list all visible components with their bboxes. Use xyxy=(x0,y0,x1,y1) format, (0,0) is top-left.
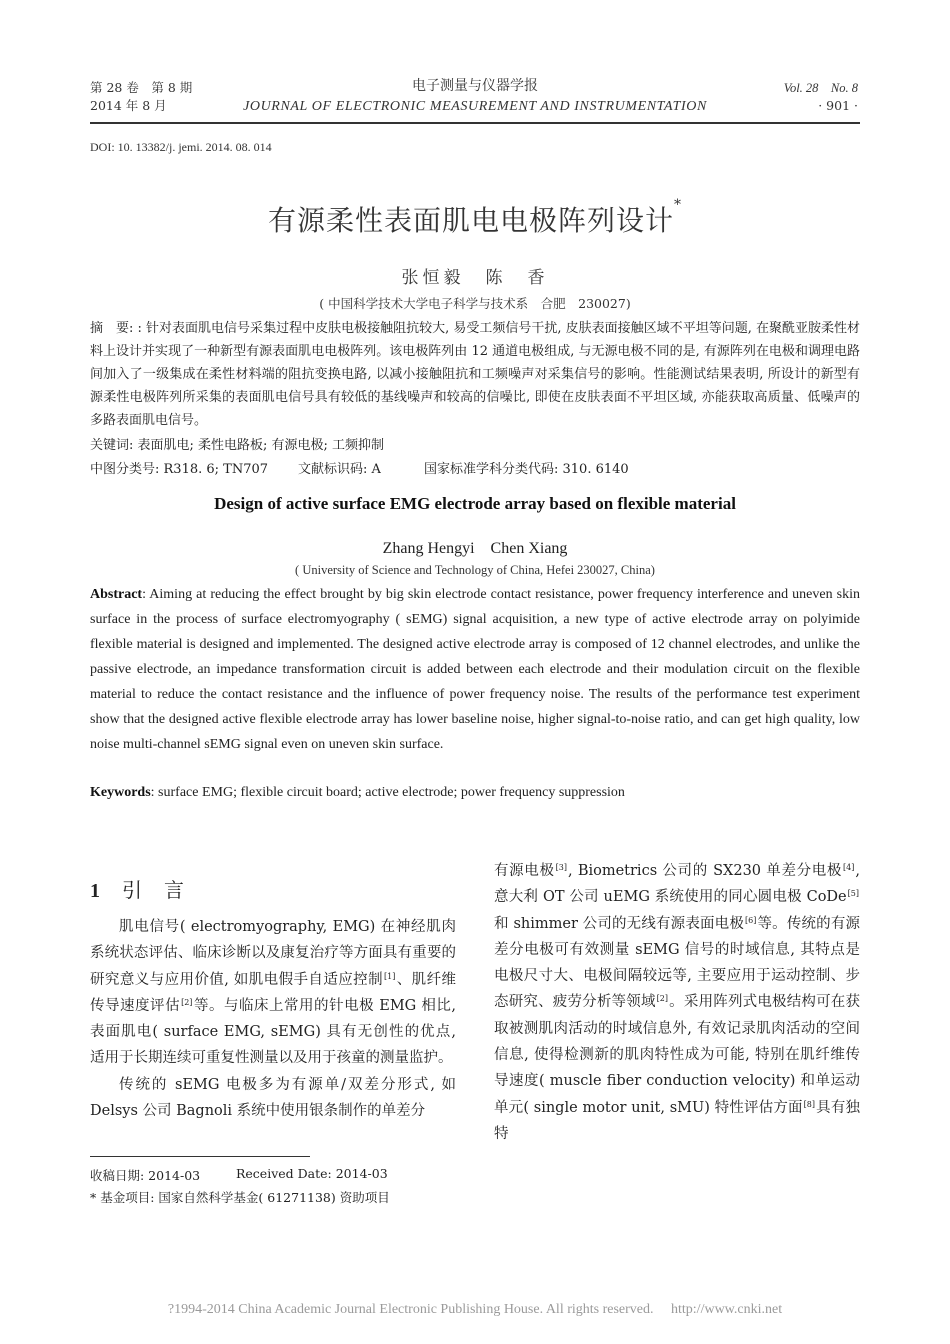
citation: [6] xyxy=(744,915,757,925)
header-page-number: · 901 · xyxy=(818,98,858,113)
header-issue: 第 28 卷 第 8 期 xyxy=(90,80,193,95)
header-journal-cn: 电子测量与仪器学报 xyxy=(412,78,538,94)
citation: [2] xyxy=(656,994,668,1004)
subject-code: 国家标准学科分类代码: 310. 6140 xyxy=(424,462,629,477)
citation: [1] xyxy=(384,971,396,981)
authors-cn: 张恒毅 陈 香 xyxy=(401,268,549,288)
title-cn xyxy=(0,199,950,239)
footnote-rule xyxy=(90,1156,310,1157)
header-volume: Vol. 28 No. 8 xyxy=(783,81,858,95)
received-date-cn: 收稿日期: 2014-03 xyxy=(90,1168,201,1183)
text-run: , Biometrics 公司的 SX230 单差分电极 xyxy=(567,863,843,879)
title-cn-text: 有源柔性表面肌电电极阵列设计 xyxy=(267,204,674,237)
clc-number: 中图分类号: R318. 6; TN707 xyxy=(90,462,269,477)
text-run: 和 shimmer 公司的无线有源表面电极 xyxy=(494,915,744,932)
document-code: 文献标识码: A xyxy=(298,462,381,477)
affiliation-en: ( University of Science and Technology of China, Hefei 230027, China) xyxy=(295,563,655,577)
keywords-en-text: : surface EMG; flexible circuit board; active electrode; power frequency suppression xyxy=(150,785,625,800)
citation: [8] xyxy=(803,1099,815,1109)
section-number: 1 xyxy=(90,880,100,902)
citation: [4] xyxy=(843,863,855,872)
citation: [5] xyxy=(847,889,859,899)
header-date: 2014 年 8 月 xyxy=(90,98,167,113)
affiliation-cn: ( 中国科学技术大学电子科学与技术系 合肥 230027) xyxy=(319,296,631,311)
section-title: 引言 xyxy=(122,878,206,902)
paragraph: 传统的 sEMG 电极多为有源单/双差分形式, 如 Delsys 公司 Bagnoli 系统中使用银条制作的单差分 xyxy=(90,1076,456,1120)
text-run: 有源电极 xyxy=(494,863,555,879)
authors-en: Zhang Hengyi Chen Xiang xyxy=(382,540,568,557)
text-run: 等。传统的有源差分电极可有效测量 sEMG 信号的时域信息, 其特点是电极尺寸大、电极间隔较远等, 主要应用于运动控制、步态研究、疲劳分析等领域 xyxy=(494,915,860,1011)
text-run: 肌电信号( electromyography, EMG) 在神经肌肉系统状态评估、临床诊断以及康复治疗等方面具有重要的研究意义与应用价值, 如肌电假手自适应控制 xyxy=(90,919,456,988)
text-run: 。采用阵列式电极结构可在获取被测肌肉活动的时域信息外, 有效记录肌肉活动的空间信息, 使得检测新的肌肉特性成为可能, 特别在肌纤维传导速度( muscle fiber conduction velocity) 和单运动单元( single motor unit, sMU) 特性评估方面 xyxy=(494,994,861,1116)
title-en: Design of active surface EMG electrode array based on flexible material xyxy=(214,494,736,513)
keywords-en-label: Keywords xyxy=(90,785,151,800)
title-footnote-mark: * xyxy=(674,197,682,213)
header-journal-en: JOURNAL OF ELECTRONIC MEASUREMENT AND INSTRUMENTATION xyxy=(243,99,707,114)
section-heading xyxy=(90,874,206,903)
body-right-column xyxy=(494,858,860,1147)
copyright-line: ?1994-2014 China Academic Journal Electronic Publishing House. All rights reserved. http://www.cnki.net xyxy=(167,1302,783,1317)
paragraph xyxy=(90,914,456,1072)
header-rule xyxy=(90,122,860,124)
text-run: 等。与临床上常用的针电极 EMG 相比, 表面肌电( surface EMG, sEMG) 具有无创性的优点, 适用于长期连续可重复性测量以及用于孩童的测量监护。 xyxy=(90,997,457,1067)
abstract-en-label: Abstract xyxy=(90,587,143,602)
text-run: 、肌纤维传导速度评估 xyxy=(90,971,456,1014)
abstract-cn: 摘 要: : 针对表面肌电信号采集过程中皮肤电极接触阻抗较大, 易受工频信号干扰, 皮肤表面接触区域不平坦等问题, 在聚酰亚胺柔性材料上设计并实现了一种新型有源表面肌电电极阵列。该电极阵列由 12 通道电极组成, 与无源电极不同的是, 有源阵列在电极和调理电路间加入了一级集成在柔性材料端的阻抗变换电路, 以减小接触阻抗和工频噪声对采集信号的影响。性能测试结果表明, 所设计的新型有源柔性电极阵列所采集的表面肌电信号具有较低的基线噪声和较高的信噪比, 即使在皮肤表面不平坦区域, 亦能获取高质量、低噪声的多路表面肌电信号。 xyxy=(90,321,860,428)
text-run: 具有独特 xyxy=(494,1099,860,1142)
text-run: , 意大利 OT 公司 uEMG 系统使用的同心圆电极 CoDe xyxy=(494,863,860,906)
citation: [3] xyxy=(555,863,567,872)
keywords-en xyxy=(90,785,625,801)
keywords-cn: 关键词: 表面肌电; 柔性电路板; 有源电极; 工频抑制 xyxy=(90,438,385,453)
abstract-en-text: : Aiming at reducing the effect brought by big skin electrode contact resistance, power frequency interference and uneven skin surface in the process of surface electromyography ( sEMG) signal acquisition, a new type of active electrode array on polyimide flexible material is designed and implemented. The designed active electrode array is composed of 12 channel electrodes, and unlike the passive electrode, an impedance transformation circuit is added between each electrode and their modulation circuit on the flexible material to reduce the contact resistance and the influence of power frequency noise. The results of the performance test experiment show that the designed active flexible electrode array has lower baseline noise, higher signal-to-noise ratio, and can get high quality, low noise multi-channel sEMG signal even on uneven skin surface. xyxy=(90,587,860,752)
fund-note: * 基金项目: 国家自然科学基金( 61271138) 资助项目 xyxy=(90,1190,390,1205)
body-left-column xyxy=(90,914,456,1124)
citation: [2] xyxy=(181,997,193,1007)
paragraph xyxy=(494,858,860,1147)
abstract-en xyxy=(90,582,860,757)
received-date-en: Received Date: 2014-03 xyxy=(236,1166,388,1181)
doi: DOI: 10. 13382/j. jemi. 2014. 08. 014 xyxy=(90,140,272,154)
